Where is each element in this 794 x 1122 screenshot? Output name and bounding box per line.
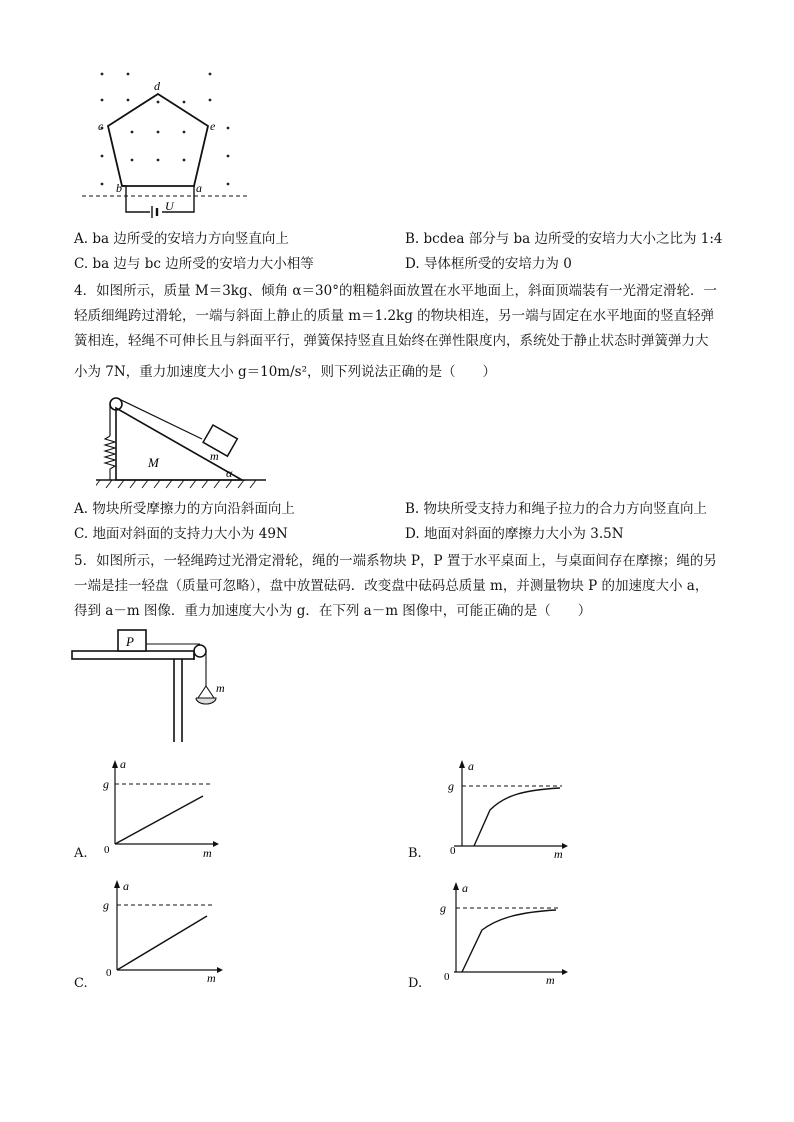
graph-d <box>432 880 572 984</box>
block-p-label: P <box>126 634 134 649</box>
ylabel: a <box>462 881 468 895</box>
vertex-c: c <box>98 119 104 133</box>
ylabel: a <box>468 759 474 773</box>
table-top <box>72 651 194 659</box>
vertex-d: d <box>154 79 160 93</box>
curve-a <box>115 796 203 844</box>
pulley-icon <box>194 645 206 657</box>
pentagon-frame <box>108 94 208 186</box>
q4-figure <box>96 392 266 492</box>
q4-stem-line-2: 轻质细绳跨过滑轮，一端与斜面上静止的质量 m＝1.2kg 的物块相连，另一端与固定在水平地面的竖直轻弹 <box>74 308 715 324</box>
q4-stem-line-3: 簧相连，轻绳不可伸长且与斜面平行，弹簧保持竖直且始终在弹性限度内，系统处于静止状态时弹簧弹力大 <box>74 333 709 349</box>
source-label: U <box>165 199 174 213</box>
graph-b <box>432 758 572 858</box>
g-label: g <box>448 779 454 793</box>
graph-b-option[interactable]: B. <box>408 846 422 861</box>
xlabel: m <box>207 971 216 982</box>
q4-option-c[interactable]: C. 地面对斜面的支持力大小为 49N <box>74 526 288 542</box>
q3-option-c[interactable]: C. ba 边与 bc 边所受的安培力大小相等 <box>74 256 314 272</box>
q3-figure <box>80 62 250 220</box>
q3-option-b[interactable]: B. bcdea 部分与 ba 边所受的安培力大小之比为 1:4 <box>405 231 723 247</box>
origin-label: 0 <box>104 844 110 856</box>
ylabel: a <box>123 879 129 893</box>
curve-d <box>462 910 556 972</box>
graph-a-option[interactable]: A. <box>74 846 88 861</box>
q5-stem-line-3: 得到 a－m 图像．重力加速度大小为 g．在下列 a－m 图像中，可能正确的是（ ） <box>74 603 592 619</box>
weight-pan-icon <box>196 686 216 704</box>
circuit-wire <box>122 186 150 212</box>
q4-stem-line-4: 小为 7N，重力加速度大小 g＝10m/s²，则下列说法正确的是（ ） <box>74 364 496 380</box>
vertex-e: e <box>210 119 216 133</box>
xlabel: m <box>554 847 563 858</box>
q5-stem-line-1: 5．如图所示，一轻绳跨过光滑定滑轮，绳的一端系物块 P，P 置于水平桌面上，与桌面间存在摩擦；绳的另 <box>74 553 717 569</box>
graph-d-option[interactable]: D. <box>408 976 423 991</box>
g-label: g <box>440 901 446 915</box>
q3-option-a[interactable]: A. ba 边所受的安培力方向竖直向上 <box>74 231 289 247</box>
spring-icon <box>105 436 115 480</box>
origin-label: 0 <box>106 967 112 979</box>
angle-label: α <box>226 466 233 480</box>
curve-b <box>474 788 560 846</box>
q4-stem-line-1: 4．如图所示，质量 M＝3kg、倾角 α＝30°的粗糙斜面放置在水平地面上，斜面顶端装有一光滑定滑轮．一 <box>74 283 717 299</box>
curve-c <box>117 916 207 970</box>
g-label: g <box>103 777 109 791</box>
graph-c <box>95 878 225 982</box>
vertex-a: a <box>196 181 202 195</box>
graph-c-option[interactable]: C. <box>74 976 88 991</box>
ylabel: a <box>120 758 126 771</box>
vertex-b: b <box>116 181 122 195</box>
mass-label: m <box>216 681 225 695</box>
q4-option-b[interactable]: B. 物块所受支持力和绳子拉力的合力方向竖直向上 <box>405 501 708 517</box>
q3-option-d[interactable]: D. 导体框所受的安培力为 0 <box>405 256 572 272</box>
xlabel: m <box>203 846 212 858</box>
origin-label: 0 <box>444 971 450 983</box>
q4-option-a[interactable]: A. 物块所受摩擦力的方向沿斜面向上 <box>74 501 295 517</box>
xlabel: m <box>546 973 555 984</box>
q5-figure <box>70 624 240 744</box>
origin-label: 0 <box>450 845 456 857</box>
q4-option-d[interactable]: D. 地面对斜面的摩擦力大小为 3.5N <box>405 526 624 542</box>
incline-label: M <box>148 455 159 470</box>
g-label: g <box>103 898 109 912</box>
q5-stem-line-2: 一端是挂一轻盘（质量可忽略），盘中放置砝码．改变盘中砝码总质量 m，并测量物块 P 的加速度大小 a， <box>74 578 709 594</box>
block-m <box>203 425 237 456</box>
block-label: m <box>210 449 219 463</box>
graph-a <box>95 758 220 858</box>
